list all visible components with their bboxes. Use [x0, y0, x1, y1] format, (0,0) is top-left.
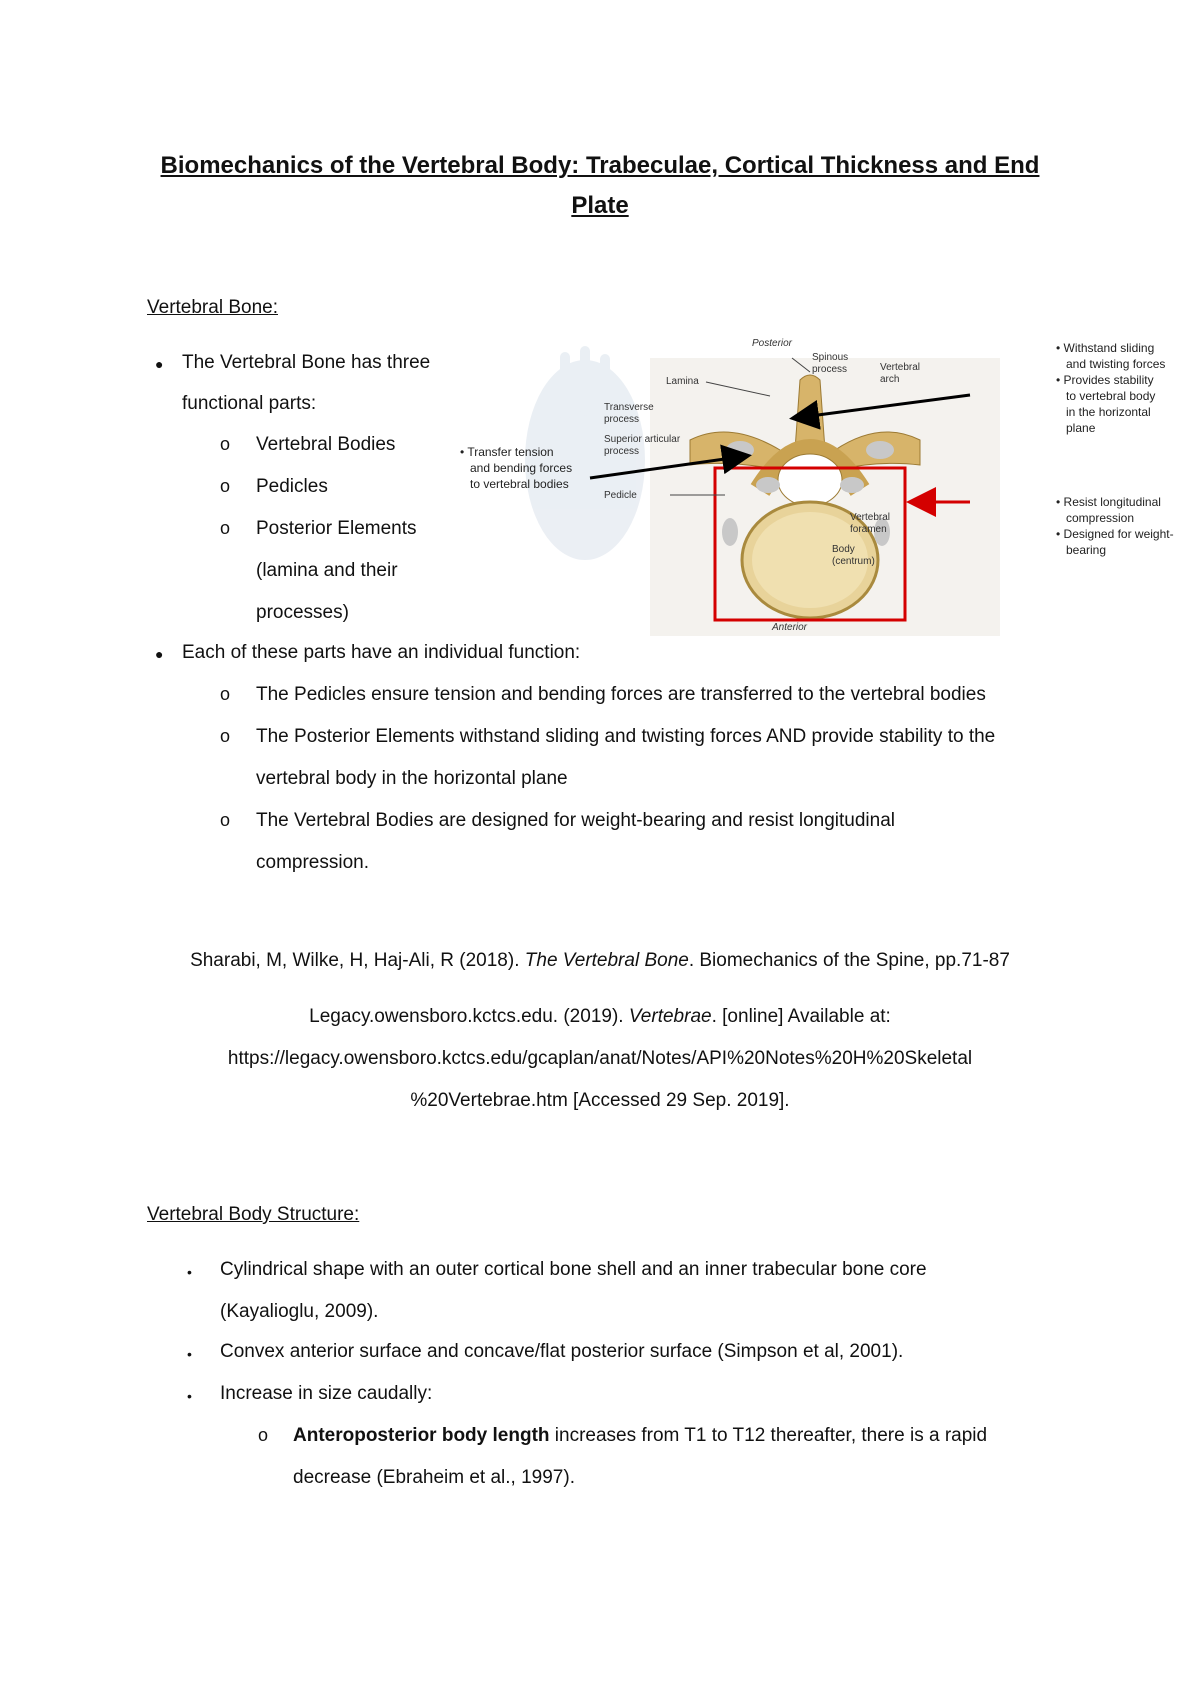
note-line: • Resist longitudinal	[1056, 495, 1161, 509]
reference-2: Legacy.owensboro.kctcs.edu. (2019). Vertebrae. [online] Available at:	[309, 1006, 891, 1027]
note-line: to vertebral bodies	[470, 477, 569, 491]
note-pedicles	[460, 444, 572, 492]
reference-2-url-line-2: %20Vertebrae.htm [Accessed 29 Sep. 2019].	[410, 1090, 790, 1111]
bullet-text-continuation: functional parts:	[182, 393, 317, 414]
note-line: • Provides stability	[1056, 373, 1154, 387]
label-superior-articular-process: Superior articular process	[604, 434, 681, 457]
sub-bullet-text-continuation: processes)	[256, 602, 349, 623]
bullet-dot: ●	[155, 356, 164, 372]
sub-bullet-marker: o	[220, 434, 231, 454]
sub-bullet-text-continuation: compression.	[256, 852, 369, 873]
bullet-text: Each of these parts have an individual function:	[182, 642, 581, 663]
note-line: and bending forces	[470, 461, 573, 475]
label-posterior: Posterior	[752, 338, 793, 349]
section-heading-vertebral-bone: Vertebral Bone:	[147, 297, 278, 318]
note-posterior-elements	[1056, 340, 1165, 436]
label-spinous-process: Spinous process	[812, 352, 849, 375]
section-heading-vertebral-body-structure: Vertebral Body Structure:	[147, 1204, 360, 1225]
label-anterior: Anterior	[772, 622, 808, 633]
label-lamina: Lamina	[666, 376, 699, 387]
sub-bullet-marker: o	[220, 684, 231, 704]
bullet-text: Convex anterior surface and concave/flat posterior surface (Simpson et al, 2001).	[220, 1341, 904, 1362]
sub-bullet-text: Vertebral Bodies	[256, 434, 396, 455]
note-line: bearing	[1066, 543, 1107, 557]
label-vertebral-foramen: Vertebral foramen	[850, 512, 891, 535]
sub-bullet-text: The Posterior Elements withstand sliding and twisting forces AND provide stability to the	[256, 726, 996, 747]
bullet-dot: •	[187, 1264, 192, 1280]
note-line: • Withstand sliding	[1056, 341, 1155, 355]
note-line: to vertebral body	[1066, 389, 1156, 403]
bullet-text-continuation: (Kayalioglu, 2009).	[220, 1301, 379, 1322]
sub-bullet-marker: o	[258, 1425, 269, 1445]
label-vertebral-arch: Vertebral arch	[880, 362, 921, 385]
note-line: and twisting forces	[1066, 357, 1166, 371]
sub-bullet-text: The Vertebral Bodies are designed for weight-bearing and resist longitudinal	[256, 810, 896, 831]
sub-bullet-text-continuation: vertebral body in the horizontal plane	[256, 768, 568, 789]
note-line: plane	[1066, 421, 1096, 435]
label-body-centrum: Body (centrum)	[832, 544, 875, 567]
bullet-text: Increase in size caudally:	[220, 1383, 433, 1404]
reference-2-url-line-1: https://legacy.owensboro.kctcs.edu/gcaplan/anat/Notes/API%20Notes%20H%20Skeletal	[227, 1048, 973, 1069]
label-transverse-process: Transverse process	[604, 402, 654, 425]
note-vertebral-bodies	[1056, 494, 1174, 558]
sub-bullet-marker: o	[220, 518, 231, 538]
sub-bullet-text-continuation: decrease (Ebraheim et al., 1997).	[293, 1467, 575, 1488]
bullet-text: The Vertebral Bone has three	[182, 352, 431, 373]
sub-bullet-marker: o	[220, 476, 231, 496]
sub-bullet-text: The Pedicles ensure tension and bending forces are transferred to the vertebral bodies	[256, 684, 986, 705]
bullet-dot: •	[187, 1346, 192, 1362]
sub-bullet-text: Pedicles	[256, 476, 328, 497]
bullet-dot: ●	[155, 646, 164, 662]
note-line: • Transfer tension	[460, 445, 554, 459]
sub-bullet-text-continuation: (lamina and their	[256, 560, 398, 581]
sub-bullet-marker: o	[220, 810, 231, 830]
bullet-text: Cylindrical shape with an outer cortical bone shell and an inner trabecular bone core	[220, 1259, 927, 1280]
sub-bullet-marker: o	[220, 726, 231, 746]
note-line: • Designed for weight-	[1056, 527, 1174, 541]
label-pedicle: Pedicle	[604, 490, 637, 501]
reference-1: Sharabi, M, Wilke, H, Haj-Ali, R (2018). The Vertebral Bone. Biomechanics of the Spine, pp.71-87	[190, 950, 1010, 971]
sub-bullet-text: Posterior Elements	[256, 518, 417, 539]
vertebra-figure	[460, 340, 1200, 640]
note-line: in the horizontal	[1066, 405, 1151, 419]
document-title: Biomechanics of the Vertebral Body: Trabeculae, Cortical Thickness and End Plate	[160, 152, 1040, 219]
bullet-dot: •	[187, 1388, 192, 1404]
note-line: compression	[1066, 511, 1135, 525]
sub-bullet-text: Anteroposterior body length increases from T1 to T12 thereafter, there is a rapid	[293, 1425, 988, 1446]
